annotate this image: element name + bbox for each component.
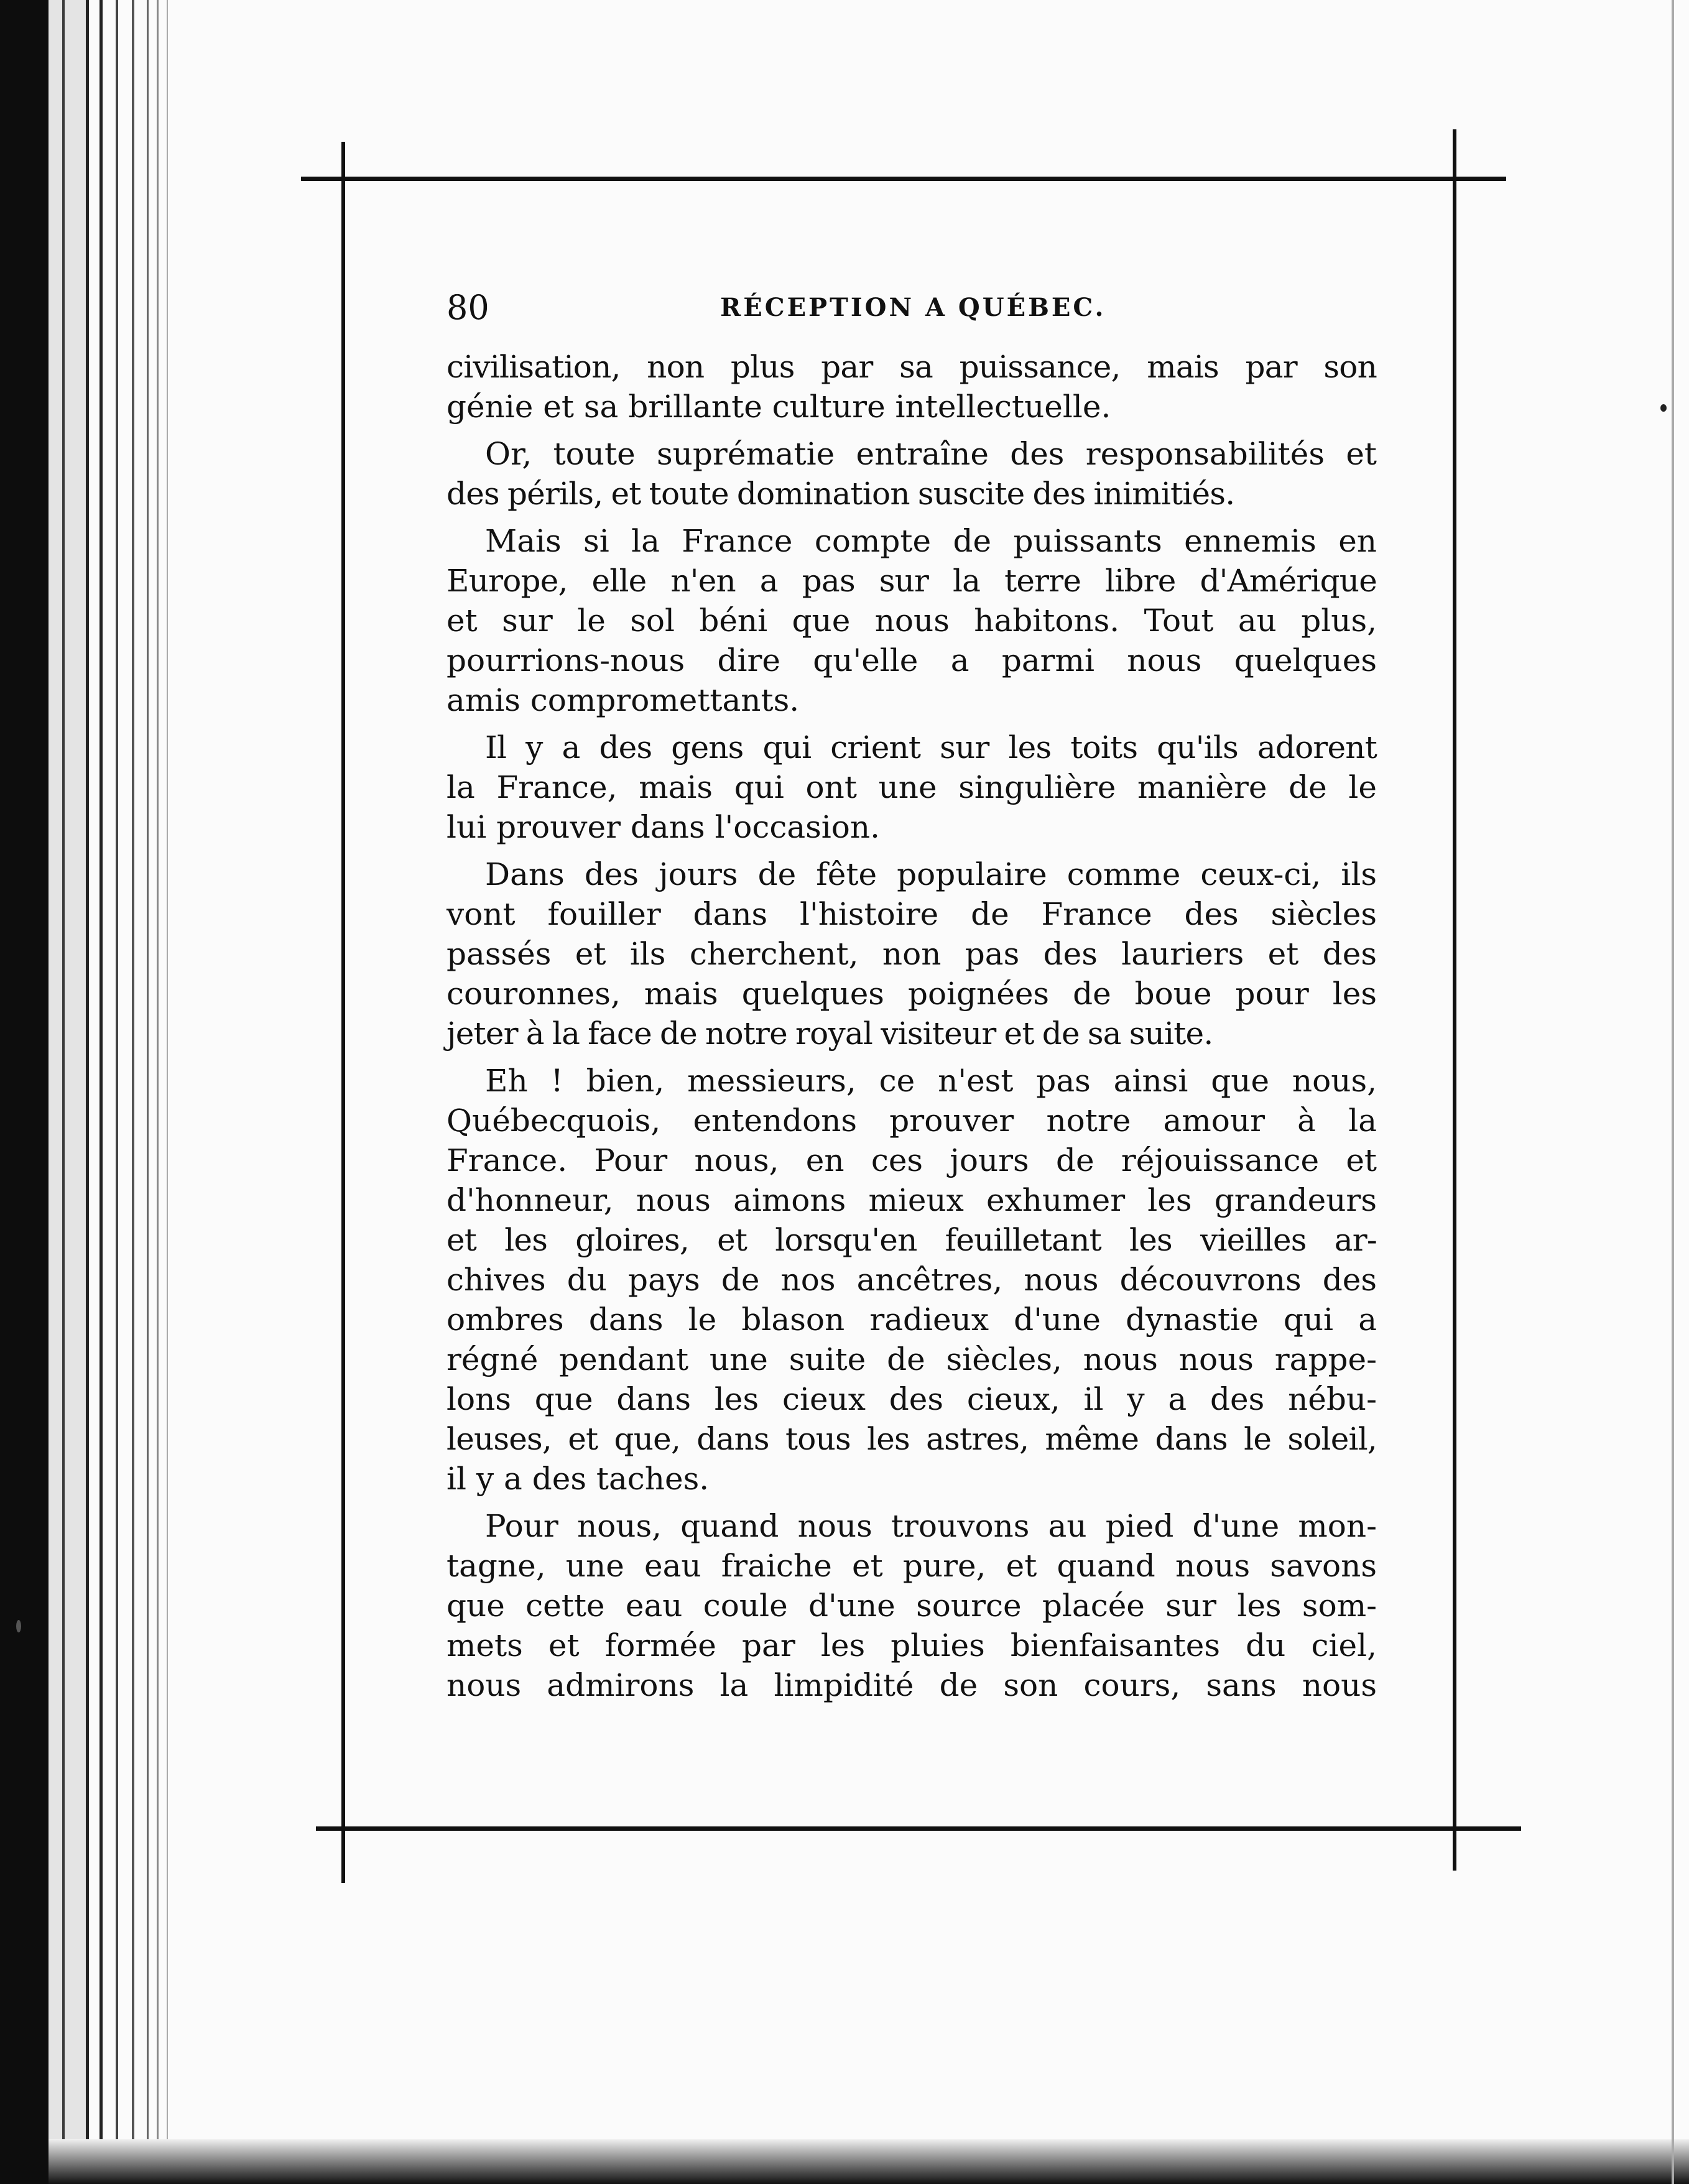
- page-edge: [147, 0, 149, 2184]
- text-line: Pour nous, quand nous trouvons au pied d'une mon-: [485, 1508, 1377, 1544]
- text-block: [447, 286, 1377, 1713]
- right-page-edge: [1672, 0, 1674, 2184]
- frame-rule-right: [1453, 129, 1456, 1871]
- frame-rule-top: [301, 177, 1506, 181]
- text-line: génie et sa brillante culture intellectuelle.: [447, 389, 1111, 425]
- text-line: des périls, et toute domination suscite des inimitiés.: [447, 476, 1235, 512]
- text-line: il y a des taches.: [447, 1461, 710, 1497]
- body-text: [447, 347, 1377, 1705]
- paragraph: [447, 521, 1377, 720]
- text-line: et les gloires, et lorsqu'en feuilletant les vieilles ar-: [447, 1222, 1377, 1258]
- text-line: France. Pour nous, en ces jours de réjouissance et: [447, 1142, 1377, 1178]
- text-line: la France, mais qui ont une singulière manière de le: [447, 769, 1377, 805]
- text-line: lui prouver dans l'occasion.: [447, 809, 880, 845]
- text-line: leuses, et que, dans tous les astres, même dans le soleil,: [447, 1421, 1377, 1457]
- text-line: nous admirons la limpidité de son cours, sans nous: [447, 1667, 1377, 1703]
- frame-rule-left: [341, 142, 345, 1883]
- page-edge: [167, 0, 168, 2184]
- text-line: pourrions-nous dire qu'elle a parmi nous quelques: [447, 642, 1377, 678]
- text-line: d'honneur, nous aimons mieux exhumer les grandeurs: [447, 1182, 1377, 1218]
- page-edge: [132, 0, 134, 2184]
- text-line: Mais si la France compte de puissants ennemis en: [485, 523, 1377, 559]
- running-head: [447, 286, 1377, 330]
- text-line: Dans des jours de fête populaire comme ceux-ci, ils: [485, 856, 1377, 892]
- paragraph: [447, 1506, 1377, 1705]
- text-line: vont fouiller dans l'histoire de France des siècles: [447, 896, 1377, 932]
- text-line: amis compromettants.: [447, 682, 800, 718]
- book-spine-shadow: [0, 0, 49, 2184]
- text-line: couronnes, mais quelques poignées de boue pour les: [447, 976, 1377, 1012]
- text-line: Eh ! bien, messieurs, ce n'est pas ainsi que nous,: [485, 1063, 1377, 1099]
- text-line: Québecquois, entendons prouver notre amour à la: [447, 1103, 1377, 1139]
- paragraph: [447, 434, 1377, 514]
- frame-rule-bottom: [316, 1826, 1521, 1831]
- page-edge: [86, 0, 89, 2184]
- page-stack: [49, 0, 86, 2184]
- scan-speck: [1660, 404, 1667, 412]
- text-line: passés et ils cherchent, non pas des lauriers et des: [447, 936, 1377, 972]
- text-line: lons que dans les cieux des cieux, il y a des nébu-: [447, 1381, 1377, 1417]
- page-edge: [99, 0, 103, 2184]
- text-line: Europe, elle n'en a pas sur la terre libre d'Amérique: [447, 563, 1377, 599]
- page-edge: [116, 0, 118, 2184]
- page-number: 80: [447, 288, 489, 327]
- text-line: régné pendant une suite de siècles, nous nous rappe-: [447, 1341, 1377, 1377]
- text-line: chives du pays de nos ancêtres, nous découvrons des: [447, 1262, 1377, 1298]
- text-line: et sur le sol béni que nous habitons. Tout au plus,: [447, 603, 1377, 639]
- text-line: tagne, une eau fraiche et pure, et quand nous savons: [447, 1548, 1377, 1584]
- paragraph: [447, 1061, 1377, 1499]
- text-line: mets et formée par les pluies bienfaisantes du ciel,: [447, 1627, 1377, 1663]
- paragraph: [447, 347, 1377, 427]
- running-title: RÉCEPTION A QUÉBEC.: [720, 293, 1106, 322]
- paragraph: [447, 728, 1377, 847]
- text-line: Or, toute suprématie entraîne des responsabilités et: [485, 436, 1377, 472]
- text-line: civilisation, non plus par sa puissance, mais par son: [447, 349, 1377, 385]
- scan-speck: [16, 1620, 21, 1632]
- page-edge: [62, 0, 65, 2184]
- paragraph: [447, 854, 1377, 1053]
- bottom-shadow: [49, 2139, 1689, 2184]
- text-line: jeter à la face de notre royal visiteur et de sa suite.: [447, 1016, 1213, 1052]
- text-line: ombres dans le blason radieux d'une dynastie qui a: [447, 1302, 1377, 1338]
- text-line: Il y a des gens qui crient sur les toits qu'ils adorent: [485, 729, 1377, 766]
- text-line: que cette eau coule d'une source placée sur les som-: [447, 1588, 1377, 1624]
- page-edge: [157, 0, 159, 2184]
